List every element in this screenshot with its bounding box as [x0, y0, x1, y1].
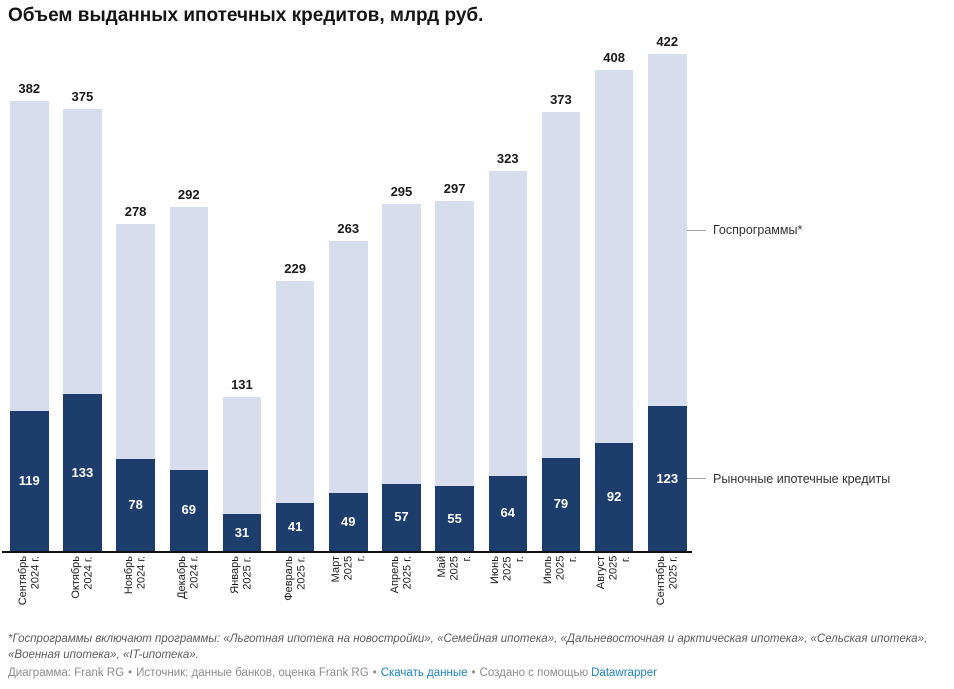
x-axis-label-text: Сентябрь 2024 г.: [16, 556, 42, 606]
bar-segment-gov-programs: [63, 109, 102, 394]
legend-label-market-loans: Рыночные ипотечные кредиты: [713, 471, 891, 486]
footnote: *Госпрограммы включают программы: «Льготная ипотека на новостройки», «Семейная ипотека», «Дальневосточная и арктическая ипотека», «Сельская ипотека», «Военная ипотека», «IT-ипотека».: [8, 633, 928, 662]
bar-market-value-label: 69: [181, 502, 196, 518]
bar-total-label: 375: [71, 89, 94, 105]
x-axis-label-text: Февраль 2025 г.: [282, 556, 308, 601]
bar-market-value-label: 31: [234, 524, 250, 540]
bar-segment-gov-programs: [382, 204, 421, 484]
bar-total-label: 131: [231, 376, 253, 392]
legend-item-gov-programs: [687, 223, 802, 237]
bar-market-value-label: 92: [606, 488, 622, 504]
x-axis-label: [630, 556, 704, 634]
download-data-link[interactable]: Скачать данные: [380, 667, 468, 679]
x-axis-label-text: Сентябрь 2025 г.: [654, 556, 680, 606]
datawrapper-link[interactable]: Datawrapper: [591, 667, 657, 679]
bar-segment-gov-programs: [223, 397, 262, 515]
bar-segment-gov-programs: [276, 281, 315, 502]
bar-segment-gov-programs: [10, 101, 49, 411]
bar-market-value-label: 119: [18, 472, 40, 488]
attribution: [8, 667, 657, 679]
x-axis-label-text: Июнь 2025 г.: [489, 556, 527, 584]
bar-segment-gov-programs: [648, 54, 687, 406]
x-axis-label-text: Январь 2025 г.: [229, 556, 254, 594]
bar-segment-gov-programs: [170, 207, 209, 470]
x-axis-label-text: Ноябрь 2024 г.: [123, 556, 148, 595]
separator-dot: •: [471, 667, 476, 679]
bar-segment-gov-programs: [435, 201, 474, 486]
bar-segment-gov-programs: [542, 112, 581, 458]
separator-dot: •: [128, 667, 133, 679]
x-axis-line: [2, 551, 692, 553]
attribution-source: Источник: данные банков, оценка Frank RG: [136, 667, 369, 679]
bar-segment-gov-programs: [329, 241, 368, 493]
bar-total-label: 408: [603, 50, 625, 66]
bar-total-label: 382: [18, 81, 41, 97]
bar-market-value-label: 57: [394, 509, 409, 525]
legend-label-gov-programs: Госпрограммы*: [713, 223, 803, 238]
bar-total-label: 295: [390, 183, 413, 199]
bar-total-label: 373: [550, 91, 572, 107]
bar-total-label: 263: [337, 221, 360, 237]
bar-total-label: 422: [656, 34, 679, 49]
bar-market-value-label: 55: [447, 510, 462, 526]
bar-total-label: 297: [443, 181, 466, 197]
bar-segment-gov-programs: [116, 224, 155, 460]
bar-market-value-label: 79: [553, 496, 569, 512]
bar-market-value-label: 133: [71, 464, 94, 480]
bar-segment-gov-programs: [489, 171, 528, 476]
x-axis-label-text: Март 2025 г.: [329, 556, 367, 583]
bar-market-value-label: 49: [341, 514, 356, 530]
attribution-diagram: Диаграмма: Frank RG: [8, 667, 125, 679]
x-axis-label-text: Июль 2025 г.: [542, 556, 580, 585]
chart-title: Объем выданных ипотечных кредитов, млрд руб.: [8, 5, 484, 26]
bar-market-value-label: 64: [500, 505, 515, 521]
legend-connector-line: [687, 478, 706, 479]
x-axis-label-text: Октябрь 2024 г.: [69, 556, 95, 599]
x-axis-label-text: Август 2025 г.: [595, 556, 633, 590]
bar-total-label: 323: [496, 150, 519, 166]
bar-market-value-label: 78: [128, 497, 143, 513]
legend-item-market-loans: [687, 472, 890, 486]
bar-total-label: 292: [177, 187, 200, 203]
x-axis-label-text: Май 2025 г.: [435, 556, 473, 581]
bar-total-label: 229: [284, 261, 306, 277]
bar-market-value-label: 123: [656, 470, 679, 486]
x-axis-label-text: Апрель 2025 г.: [388, 556, 414, 594]
legend-connector-line: [687, 230, 706, 231]
bar-market-value-label: 41: [287, 518, 303, 534]
separator-dot: •: [372, 667, 377, 679]
bar-segment-gov-programs: [595, 70, 634, 442]
bar-total-label: 278: [124, 203, 147, 219]
x-axis-label-text: Декабрь 2024 г.: [176, 556, 201, 599]
attribution-created-with: Создано с помощью: [479, 667, 589, 679]
